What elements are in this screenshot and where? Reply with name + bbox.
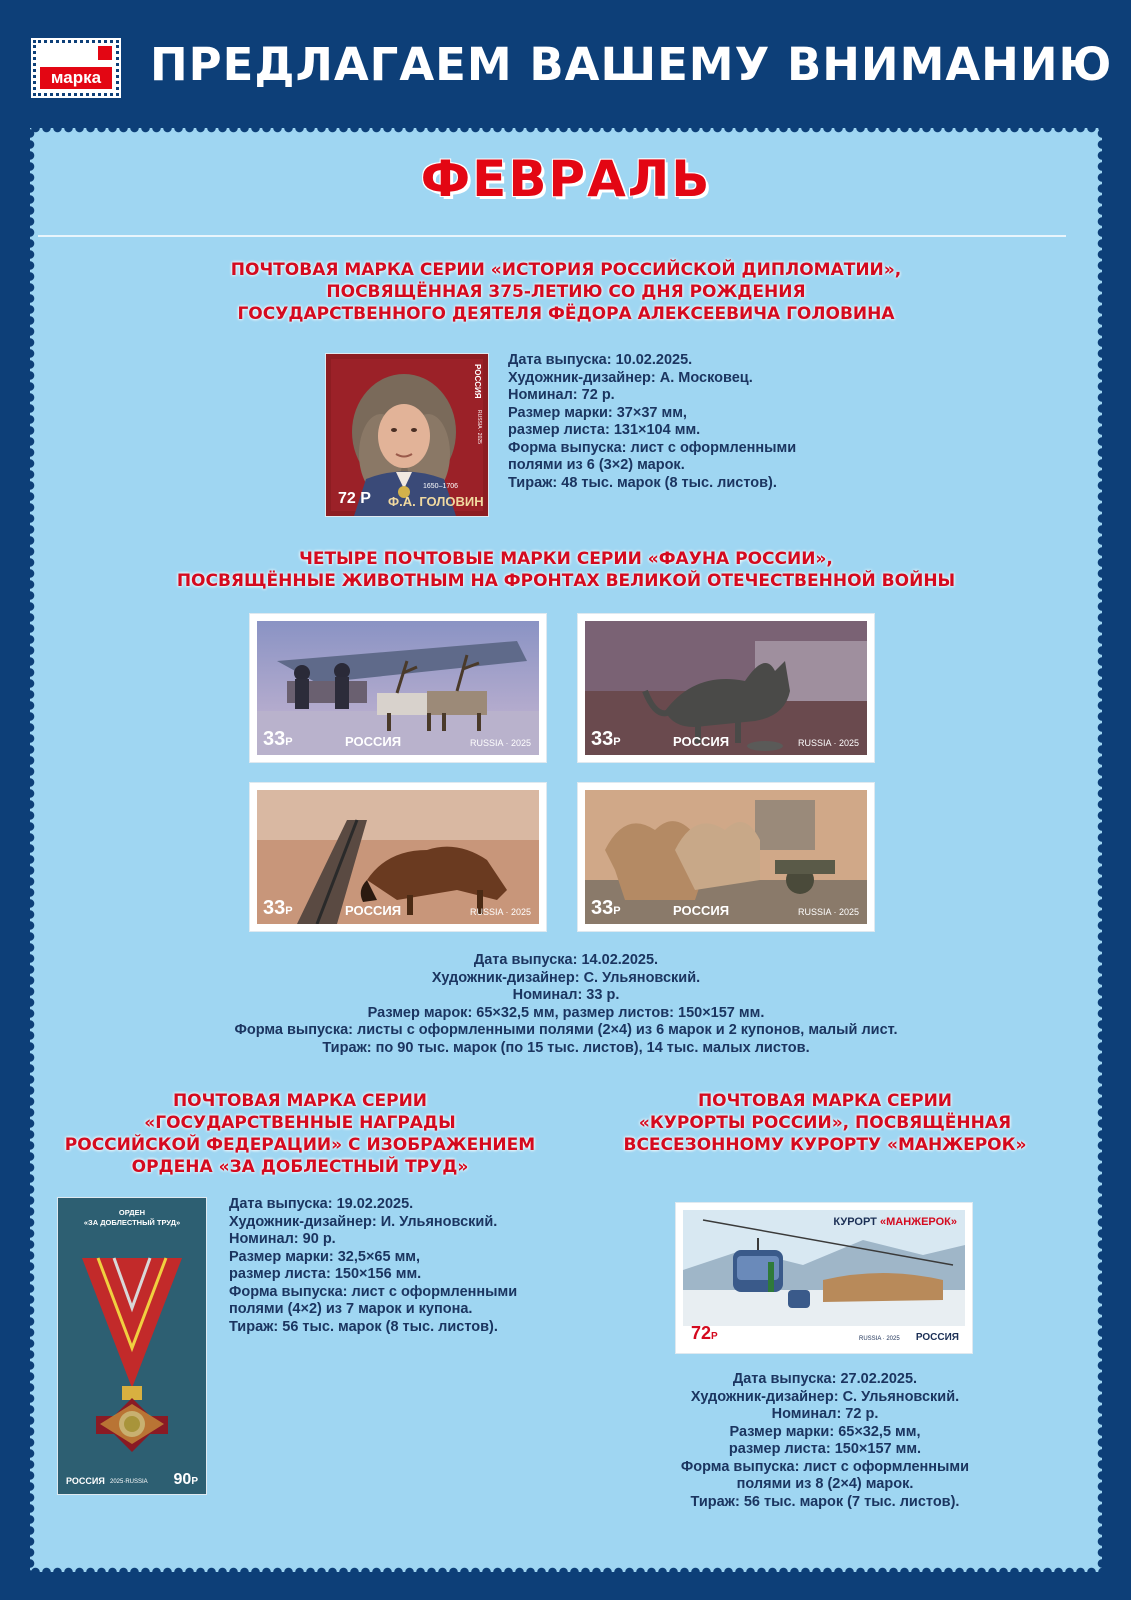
info-line: полями из 6 (3×2) марок. [508, 457, 685, 473]
perforation-bottom [30, 1564, 1102, 1572]
dog-stamp [250, 783, 546, 931]
info-line: Номинал: 72 р. [508, 387, 615, 403]
marka-logo [33, 40, 119, 96]
country-label: РОССИЯ [345, 734, 402, 749]
stamp-image-area [257, 790, 539, 924]
title-line: ВСЕСЕЗОННОМУ КУРОРТУ «МАНЖЕРОК» [623, 1135, 1027, 1155]
info-line: Тираж: 56 тыс. марок (8 тыс. листов). [229, 1318, 498, 1335]
title-line: ОРДЕНА «ЗА ДОБЛЕСТНЫЙ ТРУД» [131, 1157, 469, 1177]
manzherok-stamp [676, 1203, 972, 1353]
order-title-line1: ОРДЕН [118, 1208, 146, 1217]
stamp-image-area [683, 1210, 965, 1346]
info-line: полями из 8 (2×4) марок. [736, 1476, 914, 1492]
cat-stamp [578, 614, 874, 762]
title-line: «ГОСУДАРСТВЕННЫЕ НАГРАДЫ [144, 1113, 456, 1133]
info-line: Номинал: 90 р. [229, 1231, 336, 1247]
title-line: ПОСВЯЩЁННАЯ 375-ЛЕТИЮ СО ДНЯ РОЖДЕНИЯ [326, 282, 806, 302]
section2-info [30, 952, 1102, 1057]
info-line: размер листа: 131×104 мм. [508, 422, 701, 438]
title-line: «КУРОРТЫ РОССИИ», ПОСВЯЩЁННАЯ [638, 1113, 1012, 1133]
perforation-right [1094, 128, 1102, 1572]
country-en-label: RUSSIA · 2025 [859, 1336, 900, 1342]
logo-text: марка [40, 67, 112, 89]
info-line: Размер марок: 65×32,5 мм, размер листов: 150×157 мм. [367, 1004, 765, 1021]
title-line: ГОСУДАРСТВЕННОГО ДЕЯТЕЛЯ ФЁДОРА АЛЕКСЕЕВИЧА ГОЛОВИНА [237, 304, 895, 324]
info-line: Тираж: 48 тыс. марок (8 тыс. листов). [508, 474, 777, 491]
info-line: Тираж: 56 тыс. марок (7 тыс. листов). [690, 1493, 960, 1510]
country-label: РОССИЯ [345, 903, 402, 918]
info-line: Художник-дизайнер: И. Ульяновский. [229, 1213, 498, 1230]
info-line: Размер марки: 32,5×65 мм, [229, 1248, 421, 1265]
reindeer-stamp [250, 614, 546, 762]
section1-info [508, 352, 796, 492]
stamp-image-area [257, 621, 539, 755]
info-line: Художник-дизайнер: А. Московец. [508, 369, 753, 386]
denomination-label: 33Р [591, 897, 621, 919]
info-line: Форма выпуска: листы с оформленными полями (2×4) из 6 марок и 2 купонов, малый лист. [234, 1022, 898, 1038]
stamp-image-area [585, 790, 867, 924]
country-en-label: RUSSIA · 2025 [476, 410, 482, 444]
country-label: РОССИЯ [473, 364, 482, 399]
country-label: РОССИЯ [915, 1332, 959, 1343]
denomination-label: 33Р [263, 728, 293, 750]
perforation-top [30, 128, 1102, 136]
country-en-label: RUSSIA · 2025 [797, 738, 859, 748]
section3-info [229, 1196, 517, 1336]
country-en-label: RUSSIA · 2025 [469, 738, 531, 748]
info-line: Форма выпуска: лист с оформленными [229, 1283, 518, 1300]
month-heading: ФЕВРАЛЬ [420, 150, 712, 208]
section4-info [575, 1371, 1075, 1511]
title-line: ЧЕТЫРЕ ПОЧТОВЫЕ МАРКИ СЕРИИ «ФАУНА РОССИИ», [299, 549, 833, 569]
info-line: Дата выпуска: 19.02.2025. [229, 1196, 414, 1212]
golovin-stamp [326, 354, 488, 516]
info-line: Дата выпуска: 27.02.2025. [732, 1371, 918, 1387]
years-label: 1650–1706 [423, 483, 459, 490]
title-line: ПОСВЯЩЁННЫЕ ЖИВОТНЫМ НА ФРОНТАХ ВЕЛИКОЙ ОТЕЧЕСТВЕННОЙ ВОЙНЫ [176, 571, 956, 591]
info-line: размер листа: 150×156 мм. [229, 1266, 422, 1282]
info-line: полями (4×2) из 7 марок и купона. [229, 1301, 473, 1317]
title-line: РОССИЙСКОЙ ФЕДЕРАЦИИ» С ИЗОБРАЖЕНИЕМ [64, 1135, 536, 1155]
resort-label: КУРОРТ «МАНЖЕРОК» [833, 1216, 957, 1228]
info-line: Номинал: 33 р. [512, 987, 620, 1003]
country-label: РОССИЯ [673, 903, 730, 918]
stamp-name-label: Ф.А. ГОЛОВИН [388, 494, 484, 509]
info-line: Художник-дизайнер: С. Ульяновский. [690, 1388, 960, 1405]
stamp-image-area [585, 621, 867, 755]
info-line: Форма выпуска: лист с оформленными [680, 1458, 970, 1475]
info-line: Размер марки: 37×37 мм, [508, 404, 687, 421]
denomination-label: 72Р [691, 1323, 718, 1343]
info-line: Номинал: 72 р. [771, 1406, 879, 1422]
order-title-line2: «ЗА ДОБЛЕСТНЫЙ ТРУД» [83, 1218, 181, 1227]
info-line: Форма выпуска: лист с оформленными [508, 439, 797, 456]
country-en-label: RUSSIA · 2025 [797, 907, 859, 917]
country-en-label: 2025·RUSSIA [110, 1479, 148, 1485]
country-label: РОССИЯ [66, 1476, 105, 1486]
perforation-left [30, 128, 38, 1572]
info-line: Художник-дизайнер: С. Ульяновский. [431, 969, 701, 986]
denomination-label: 33Р [263, 897, 293, 919]
country-label: РОССИЯ [673, 734, 730, 749]
section1-title [30, 259, 1102, 325]
title-line: ПОЧТОВАЯ МАРКА СЕРИИ [172, 1091, 428, 1111]
info-line: Размер марки: 65×32,5 мм, [729, 1423, 921, 1440]
section3-title [40, 1090, 560, 1178]
section2-title [30, 548, 1102, 592]
header [0, 0, 1131, 130]
country-en-label: RUSSIA · 2025 [469, 907, 531, 917]
main-panel [30, 128, 1102, 1572]
page-title: ПРЕДЛАГАЕМ ВАШЕМУ ВНИМАНИЮ [150, 38, 1113, 91]
denomination-label: 72 Р [338, 490, 371, 507]
divider [38, 235, 1066, 237]
denomination-label: 33Р [591, 728, 621, 750]
info-line: Дата выпуска: 14.02.2025. [473, 952, 659, 968]
info-line: Тираж: по 90 тыс. марок (по 15 тыс. листов), 14 тыс. малых листов. [322, 1039, 810, 1056]
logo-red-square [98, 46, 112, 60]
info-line: размер листа: 150×157 мм. [728, 1441, 922, 1457]
title-line: ПОЧТОВАЯ МАРКА СЕРИИ «ИСТОРИЯ РОССИЙСКОЙ ДИПЛОМАТИИ», [230, 260, 902, 280]
ski-resort-image [683, 1210, 965, 1346]
title-line: ПОЧТОВАЯ МАРКА СЕРИИ [697, 1091, 953, 1111]
info-line: Дата выпуска: 10.02.2025. [508, 352, 693, 368]
camels-stamp [578, 783, 874, 931]
section4-title [575, 1090, 1075, 1156]
denomination-label: 90Р [173, 1471, 198, 1488]
order-medal-image [58, 1198, 206, 1494]
order-stamp [58, 1198, 206, 1494]
